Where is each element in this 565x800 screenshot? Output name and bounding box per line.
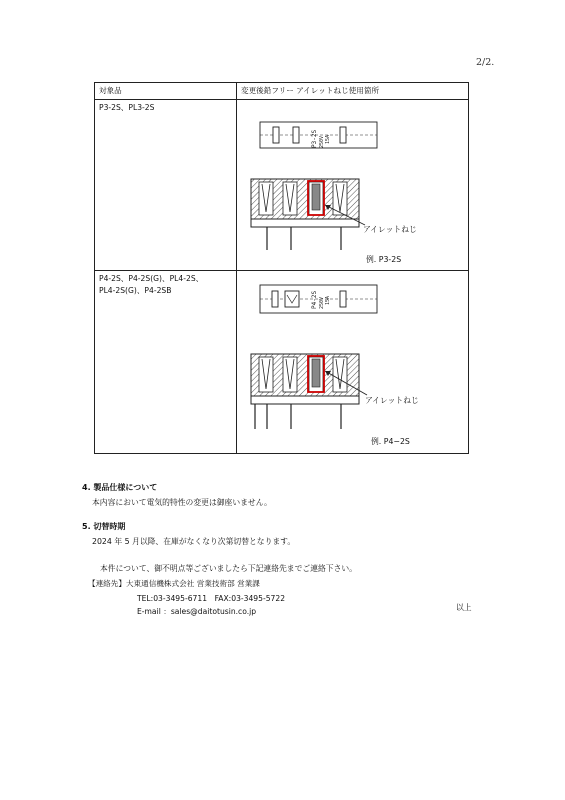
contact-company: 【連絡先】大東通信機株式会社 営業技術部 営業課 — [88, 579, 260, 588]
section-body-product-spec: 本内容において電気的特性の変更は御座いません。 — [92, 498, 272, 507]
figure-cell — [237, 100, 469, 271]
product-line: P4-2S、P4-2S(G)、PL4-2S、 — [99, 274, 204, 283]
product-list — [95, 100, 237, 271]
callout-eyelet-screw: アイレットねじ — [365, 396, 419, 405]
figure-caption: 例. P3-2S — [366, 255, 402, 264]
callout-eyelet-screw: アイレットねじ — [363, 225, 417, 234]
top-view — [260, 122, 377, 148]
body-label-model: P4-2S — [311, 290, 318, 309]
figure-caption: 例. P4−2S — [371, 437, 410, 446]
table-row — [95, 100, 469, 271]
target-products-table — [94, 82, 469, 454]
header-target-products: 対象品 — [95, 83, 237, 100]
body-label-model: P3-2S — [311, 129, 318, 148]
cross-section-view — [251, 354, 367, 429]
product-list — [95, 271, 237, 454]
figure-cell — [237, 271, 469, 454]
product-line: PL4-2S(G)、P4-2SB — [99, 285, 172, 295]
header-eyelet-screw-location: 変更後鉛フリー アイレットねじ使用箇所 — [237, 83, 469, 100]
table-header-row — [95, 83, 469, 100]
section-body-switch-timing: 2024 年 5 月以降、在庫がなくなり次第切替となります。 — [92, 537, 296, 546]
p4-2s-drawing — [237, 271, 469, 454]
contact-tel-fax: TEL:03-3495-6711 FAX:03-3495-5722 — [137, 594, 286, 603]
body-label-voltage: 250V — [319, 296, 325, 309]
top-view — [260, 285, 377, 313]
table-row — [95, 271, 469, 454]
page-number: 2/2. — [476, 57, 495, 68]
closing-mark: 以上 — [456, 603, 472, 612]
contact-email: E-mail ：sales@daitotusin.co.jp — [137, 607, 257, 616]
section-title-product-spec: 4. 製品仕様について — [82, 483, 158, 492]
section-title-switch-timing: 5. 切替時期 — [82, 522, 126, 531]
body-label-current: 15A — [325, 295, 331, 305]
p3-2s-drawing — [237, 100, 469, 271]
cross-section-view — [251, 179, 365, 250]
inquiry-note: 本件について、御不明点等ございましたら下記連絡先までご連絡下さい。 — [100, 564, 357, 573]
product-line: P3-2S、PL3-2S — [99, 103, 155, 112]
body-label-voltage: 250V — [319, 135, 325, 148]
body-label-current: 15A — [325, 134, 331, 144]
